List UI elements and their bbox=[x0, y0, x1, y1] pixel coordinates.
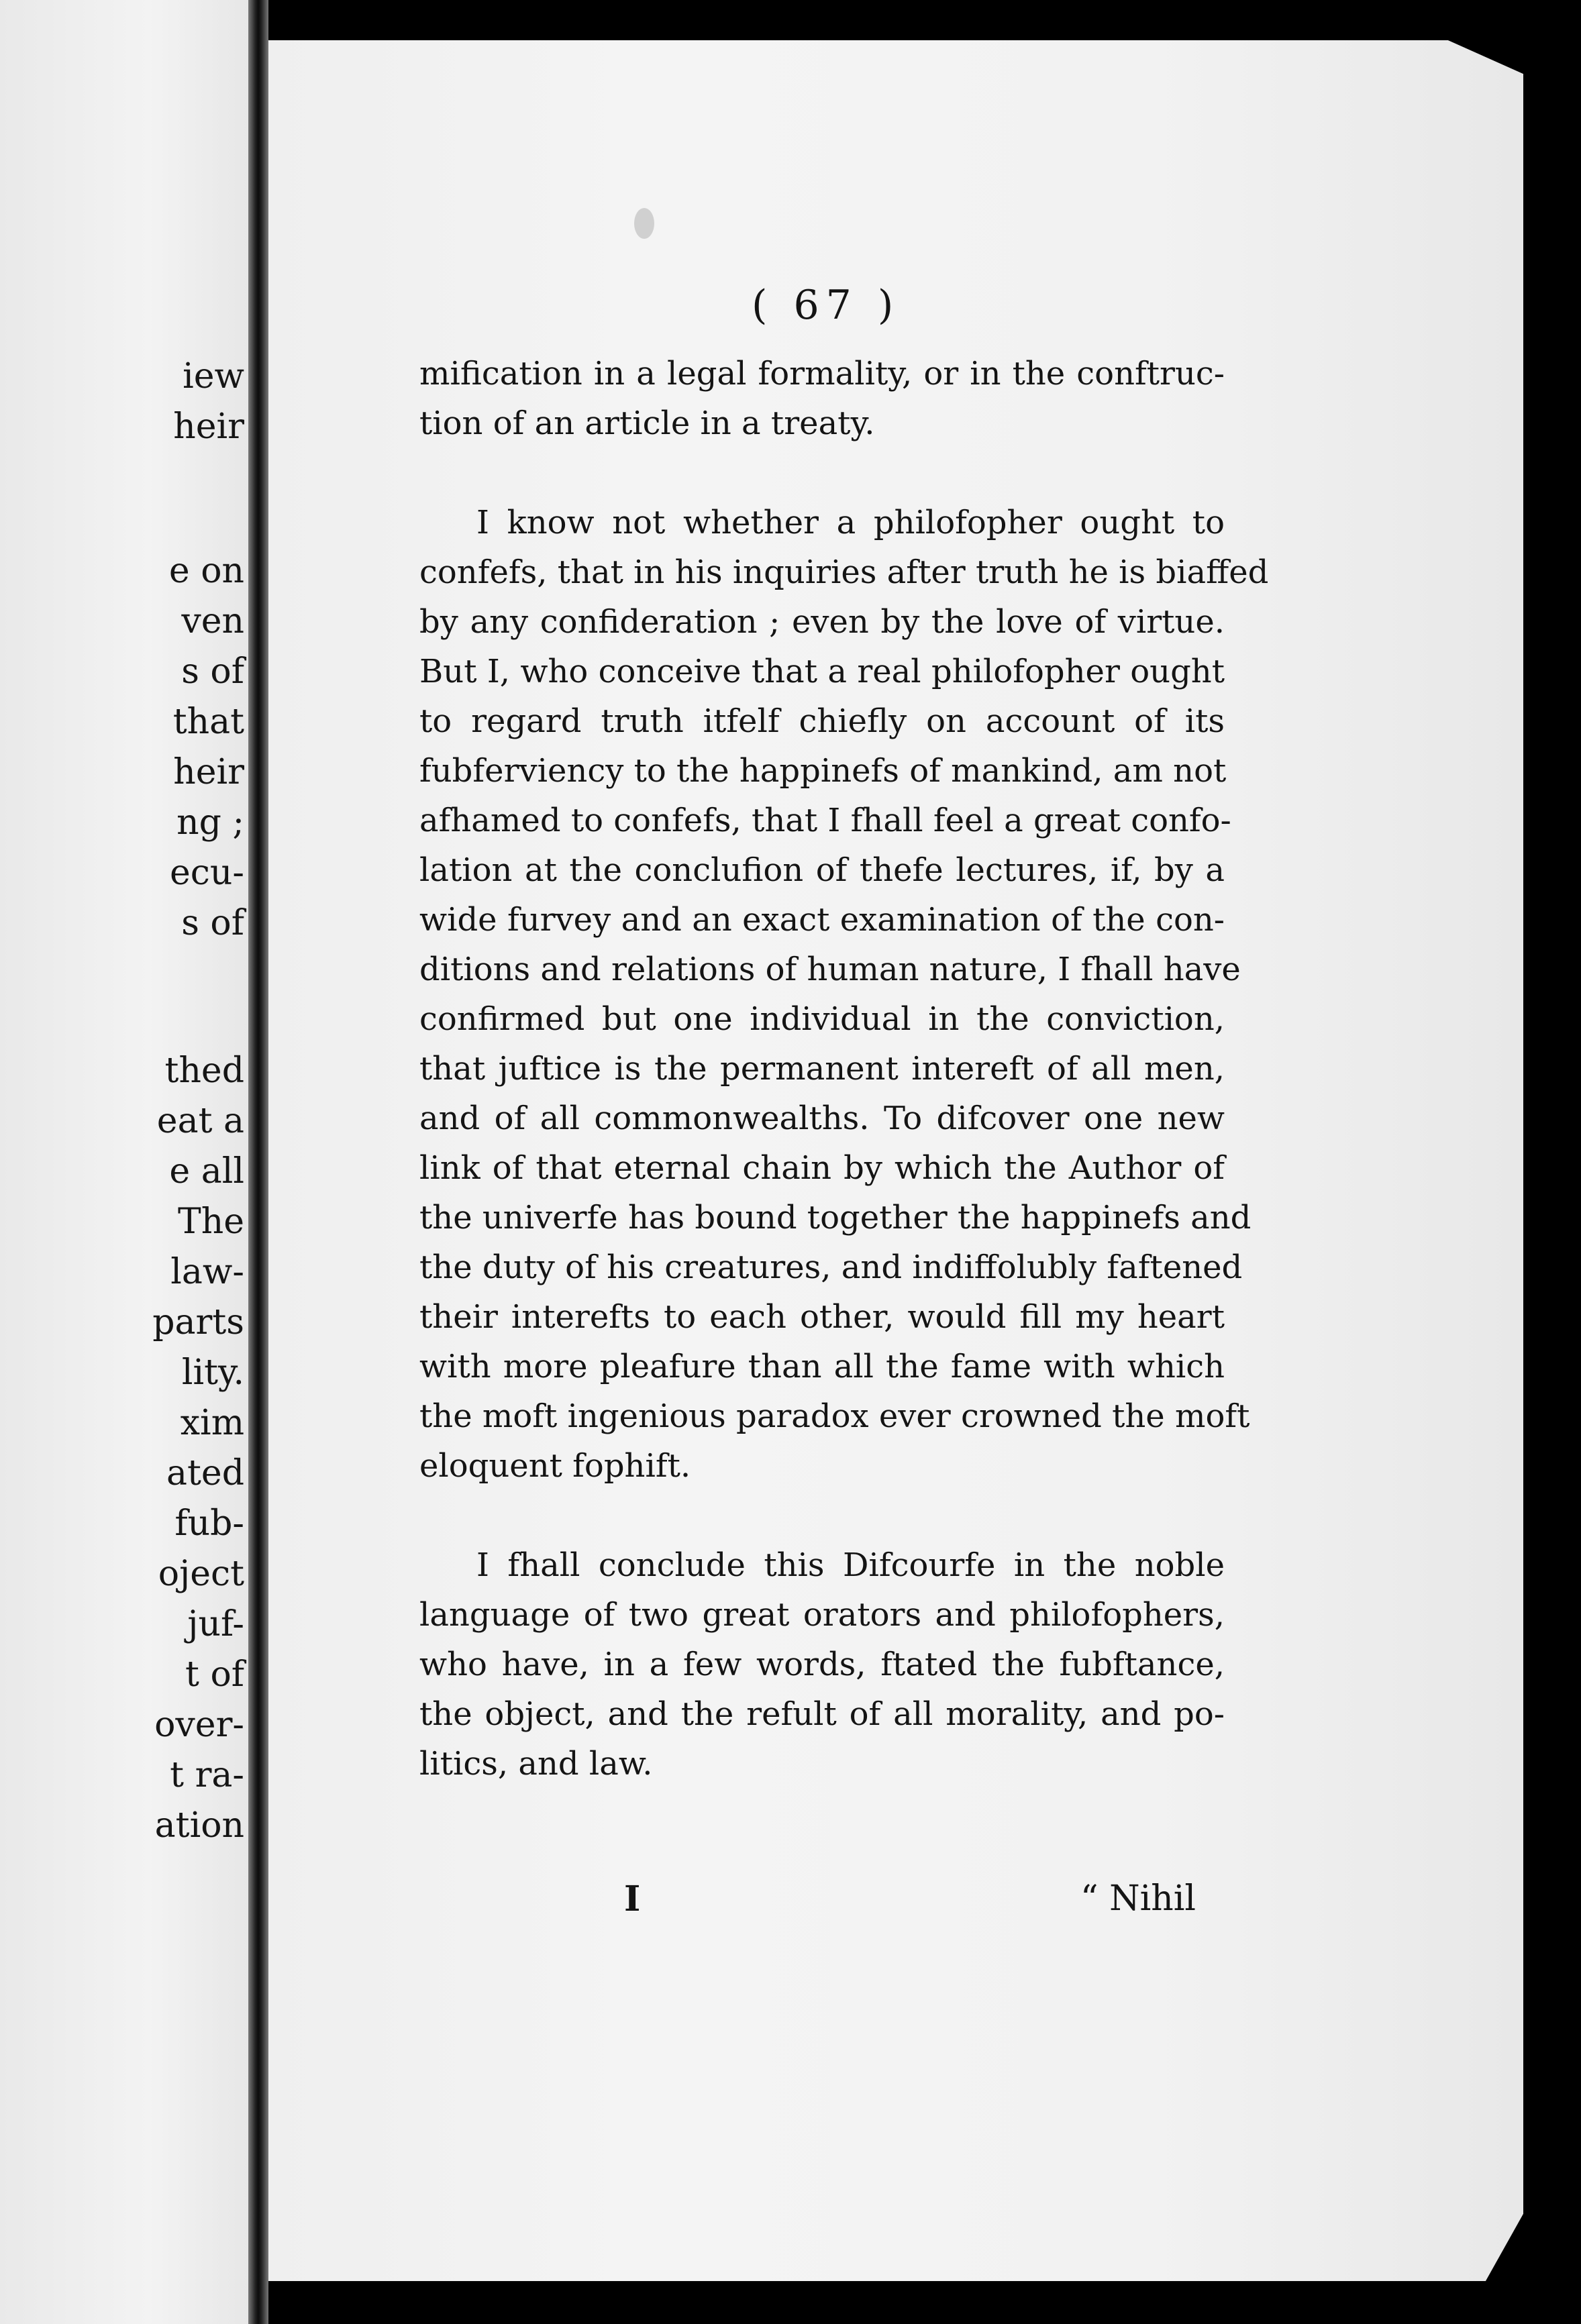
text-line: litics, and law. bbox=[419, 1745, 653, 1783]
body-text bbox=[419, 349, 1269, 1789]
text-line: their interefts to each other, would fill my heart bbox=[419, 1298, 1225, 1336]
left-page-fragment: heir bbox=[173, 752, 244, 792]
text-line: lation at the conclufion of thefe lectures, if, by a bbox=[419, 851, 1225, 889]
left-page-fragment: e on bbox=[168, 551, 244, 591]
left-page-fragment: that bbox=[172, 702, 244, 742]
left-page-fragment: parts bbox=[152, 1302, 244, 1342]
text-line: by any confideration ; even by the love of virtue. bbox=[419, 603, 1225, 641]
text-line: who have, in a few words, ftated the fubftance, bbox=[419, 1646, 1225, 1683]
left-facing-page bbox=[0, 0, 248, 2324]
text-line: But I, who conceive that a real philofopher ought bbox=[419, 653, 1225, 690]
text-line: that juftice is the permanent intereft of all men, bbox=[419, 1050, 1225, 1088]
text-line: fubferviency to the happinefs of mankind, am not bbox=[419, 752, 1227, 790]
text-line: I fhall conclude this Difcourfe in the noble bbox=[476, 1546, 1225, 1584]
text-line: to regard truth itfelf chiefly on account of its bbox=[419, 702, 1225, 740]
page-number: ( 67 ) bbox=[752, 282, 901, 329]
left-page-fragment: fub- bbox=[174, 1503, 244, 1544]
text-line: with more pleafure than all the fame with which bbox=[419, 1348, 1225, 1385]
left-page-fragment: ation bbox=[154, 1805, 244, 1846]
text-line: language of two great orators and philofophers, bbox=[419, 1596, 1225, 1634]
text-line: tion of an article in a treaty. bbox=[419, 405, 875, 442]
left-page-fragment: ven bbox=[181, 601, 244, 641]
text-line: afhamed to confefs, that I fhall feel a great confo- bbox=[419, 802, 1231, 839]
left-page-fragment: eat a bbox=[156, 1101, 244, 1141]
left-page-fragment: heir bbox=[173, 407, 244, 447]
paragraph bbox=[419, 1540, 1225, 1789]
left-page-fragment: ated bbox=[166, 1453, 244, 1493]
left-page-fragment: e all bbox=[169, 1151, 244, 1192]
left-page-fragment: law- bbox=[170, 1252, 244, 1292]
book-gutter bbox=[248, 0, 268, 2324]
text-line: eloquent fophift. bbox=[419, 1447, 691, 1485]
left-page-fragment: ecu- bbox=[170, 853, 244, 893]
left-page-fragment: s of bbox=[181, 651, 244, 692]
left-page-fragment: s of bbox=[181, 903, 244, 943]
left-page-fragment: iew bbox=[183, 356, 244, 397]
text-line: the object, and the refult of all morality, and po- bbox=[419, 1695, 1225, 1733]
text-line: and of all commonwealths. To difcover one new bbox=[419, 1100, 1225, 1137]
left-page-fragment: t of bbox=[185, 1654, 244, 1695]
paper-speck bbox=[634, 208, 654, 239]
text-line: the duty of his creatures, and indiffolubly faftened bbox=[419, 1249, 1243, 1286]
text-line: mification in a legal formality, or in the conftruc- bbox=[419, 355, 1225, 392]
left-page-fragment: thed bbox=[164, 1051, 244, 1091]
text-line: the univerfe has bound together the happinefs and bbox=[419, 1199, 1252, 1236]
signature-mark: I bbox=[624, 1879, 641, 1919]
text-line: I know not whether a philofopher ought to bbox=[476, 504, 1225, 541]
text-line: confirmed but one individual in the conviction, bbox=[419, 1000, 1225, 1038]
left-page-fragment: lity. bbox=[181, 1353, 244, 1393]
left-page-fragment: juf- bbox=[187, 1604, 244, 1644]
left-page-fragment: oject bbox=[158, 1554, 244, 1594]
left-page-fragments bbox=[47, 0, 248, 2324]
left-page-fragment: xim bbox=[180, 1403, 244, 1443]
catchword: “ Nihil bbox=[1080, 1879, 1196, 1919]
paragraph bbox=[419, 498, 1269, 1491]
left-page-fragment: t ra- bbox=[170, 1755, 244, 1795]
paragraph-gap bbox=[419, 1491, 1225, 1540]
paragraph bbox=[419, 349, 1225, 448]
text-line: ditions and relations of human nature, I fhall have bbox=[419, 951, 1241, 988]
left-page-fragment: ng ; bbox=[176, 802, 244, 843]
left-page-fragment: The bbox=[178, 1202, 244, 1242]
text-line: wide furvey and an exact examination of the con- bbox=[419, 901, 1225, 939]
text-line: confefs, that in his inquiries after truth he is biaffed bbox=[419, 553, 1269, 591]
text-line: link of that eternal chain by which the Author of bbox=[419, 1149, 1225, 1187]
paragraph-gap bbox=[419, 448, 1225, 498]
left-page-fragment: over- bbox=[154, 1705, 244, 1745]
text-line: the moft ingenious paradox ever crowned the moft bbox=[419, 1397, 1250, 1435]
